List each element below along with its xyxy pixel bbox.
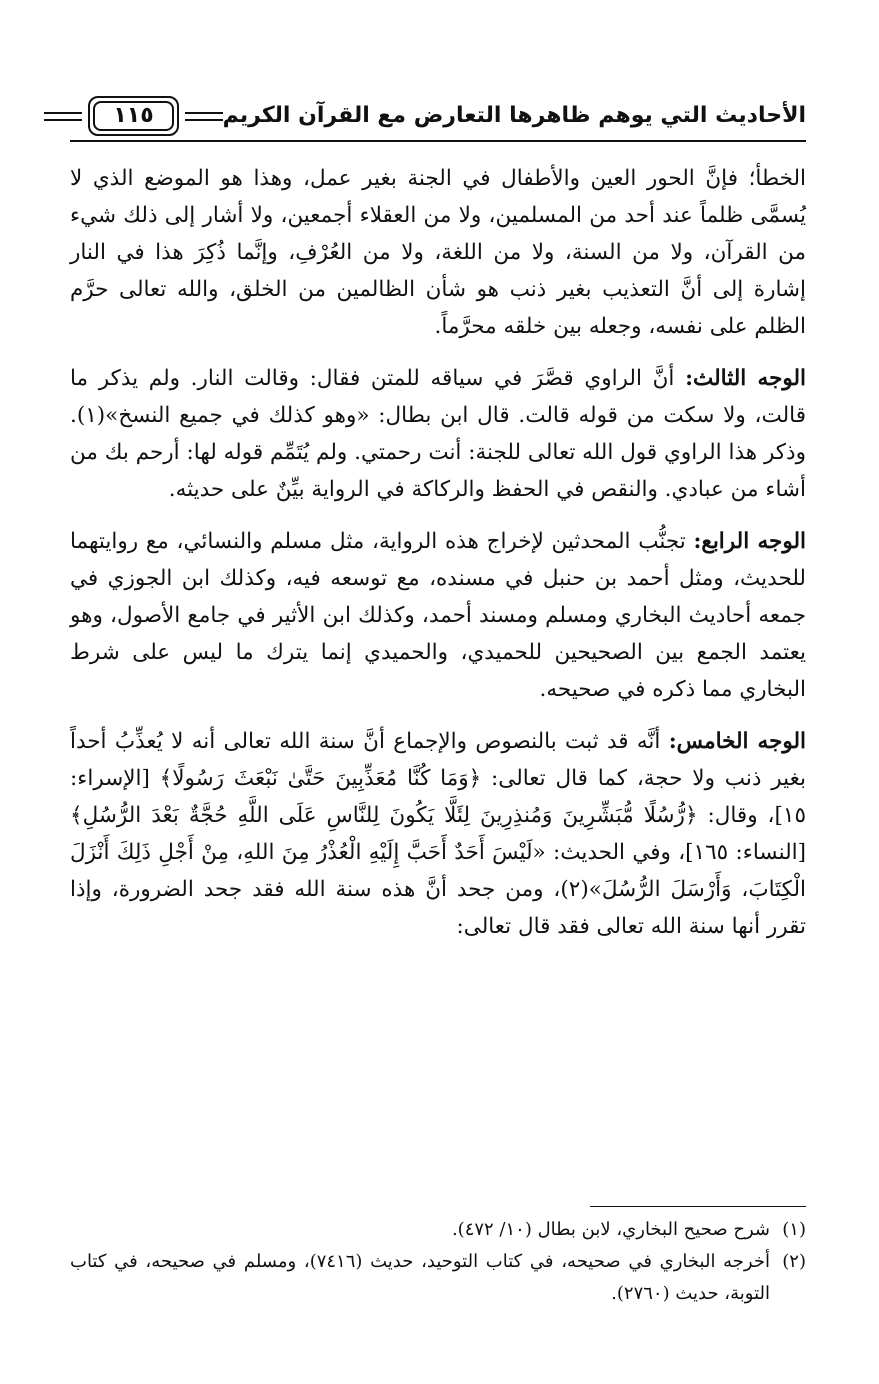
main-text (70, 160, 806, 945)
paragraph-4-text: أنَّه قد ثبت بالنصوص والإجماع أنَّ سنة الله تعالى أنه لا يُعذِّبُ أحداً بغير ذنب ولا حجة، كما قال تعالى: ﴿وَمَا كُنَّا مُعَذِّبِينَ حَتَّىٰ نَبْعَثَ رَسُولًا﴾ [الإسراء: ١٥]، وقال: ﴿رُّسُلًا مُّبَشِّرِينَ وَمُنذِرِينَ لِئَلَّا يَكُونَ لِلنَّاسِ عَلَى اللَّهِ حُجَّةٌ بَعْدَ الرُّسُلِ﴾ [النساء: ١٦٥]، وفي الحديث: «لَيْسَ أَحَدٌ أَحَبَّ إِلَيْهِ الْعُذْرُ مِنَ اللهِ، مِنْ أَجْلِ ذَلِكَ أَنْزَلَ الْكِتَابَ، وَأَرْسَلَ الرُّسُلَ»(٢)، ومن جحد أنَّ هذه سنة الله فقد جحد الضرورة، وإذا تقرر أنها سنة الله تعالى فقد قال تعالى: (70, 729, 806, 939)
page-number-ornament (44, 96, 222, 136)
footnote-2 (70, 1246, 806, 1310)
paragraph-2 (70, 360, 806, 508)
footnotes (70, 1214, 806, 1310)
page-header (70, 96, 806, 136)
paragraph-2-heading: الوجه الثالث: (685, 366, 806, 391)
paragraph-3 (70, 523, 806, 708)
paragraph-1-text: الخطأ؛ فإنَّ الحور العين والأطفال في الجنة بغير عمل، وهذا هو الموضع الذي لا يُسمَّى ظلماً عند أحد من المسلمين، ولا من العقلاء أجمعين، ولا أشار إلى ذلك شيء من القرآن، ولا من السنة، ولا من اللغة، ولا من العُرْفِ، وإنَّما ذُكِرَ هذا في النار إشارة إلى أنَّ التعذيب بغير ذنب هو شأن الظالمين من الخلق، والله تعالى حرَّم الظلم على نفسه، وجعله بين خلقه محرَّماً. (70, 166, 806, 339)
paragraph-1 (70, 160, 806, 345)
footnote-1-text: شرح صحيح البخاري، لابن بطال (١٠/ ٤٧٢). (451, 1219, 770, 1240)
paragraph-4 (70, 723, 806, 945)
footnote-1-number: (١) (782, 1219, 806, 1240)
paragraph-4-heading: الوجه الخامس: (668, 729, 806, 754)
header-rule (70, 140, 806, 142)
paragraph-2-text: أنَّ الراوي قصَّرَ في سياقه للمتن فقال: وقالت النار. ولم يذكر ما قالت، ولا سكت من قوله قالت. قال ابن بطال: «وهو كذلك في جميع النسخ»(١). وذكر هذا الراوي قول الله تعالى للجنة: أنت رحمتي. ولم يُتَمِّم قوله لها: أرحم بك من أشاء من عبادي. والنقص في الحفظ والركاكة في الرواية بيِّنٌ على حديثه. (70, 366, 806, 502)
footnote-2-number: (٢) (782, 1251, 806, 1272)
page-number-frame (88, 96, 178, 136)
ornament-line-right (185, 112, 223, 121)
paragraph-3-text: تجنُّب المحدثين لإخراج هذه الرواية، مثل مسلم والنسائي، مع روايتهما للحديث، ومثل أحمد بن حنبل في مسنده، مع توسعه فيه، وكذلك ابن الجوزي في جمعه أحاديث البخاري ومسلم ومسند أحمد، وكذلك ابن الأثير في جامع الأصول، وهو يعتمد الجمع بين الصحيحين للحميدي، والحميدي إنما يترك ما ليس على شرط البخاري مما ذكره في صحيحه. (70, 529, 806, 702)
page-number: ١١٥ (93, 101, 173, 131)
ornament-line-left (44, 112, 82, 121)
running-title: الأحاديث التي يوهم ظاهرها التعارض مع القرآن الكريم (222, 103, 806, 128)
paragraph-3-heading: الوجه الرابع: (693, 529, 806, 554)
footnote-separator (590, 1206, 806, 1207)
footnote-1 (70, 1214, 806, 1246)
footnote-2-text: أخرجه البخاري في صحيحه، في كتاب التوحيد، حديث (٧٤١٦)، ومسلم في صحيحه، في كتاب التوبة، حديث (٢٧٦٠). (70, 1251, 770, 1304)
